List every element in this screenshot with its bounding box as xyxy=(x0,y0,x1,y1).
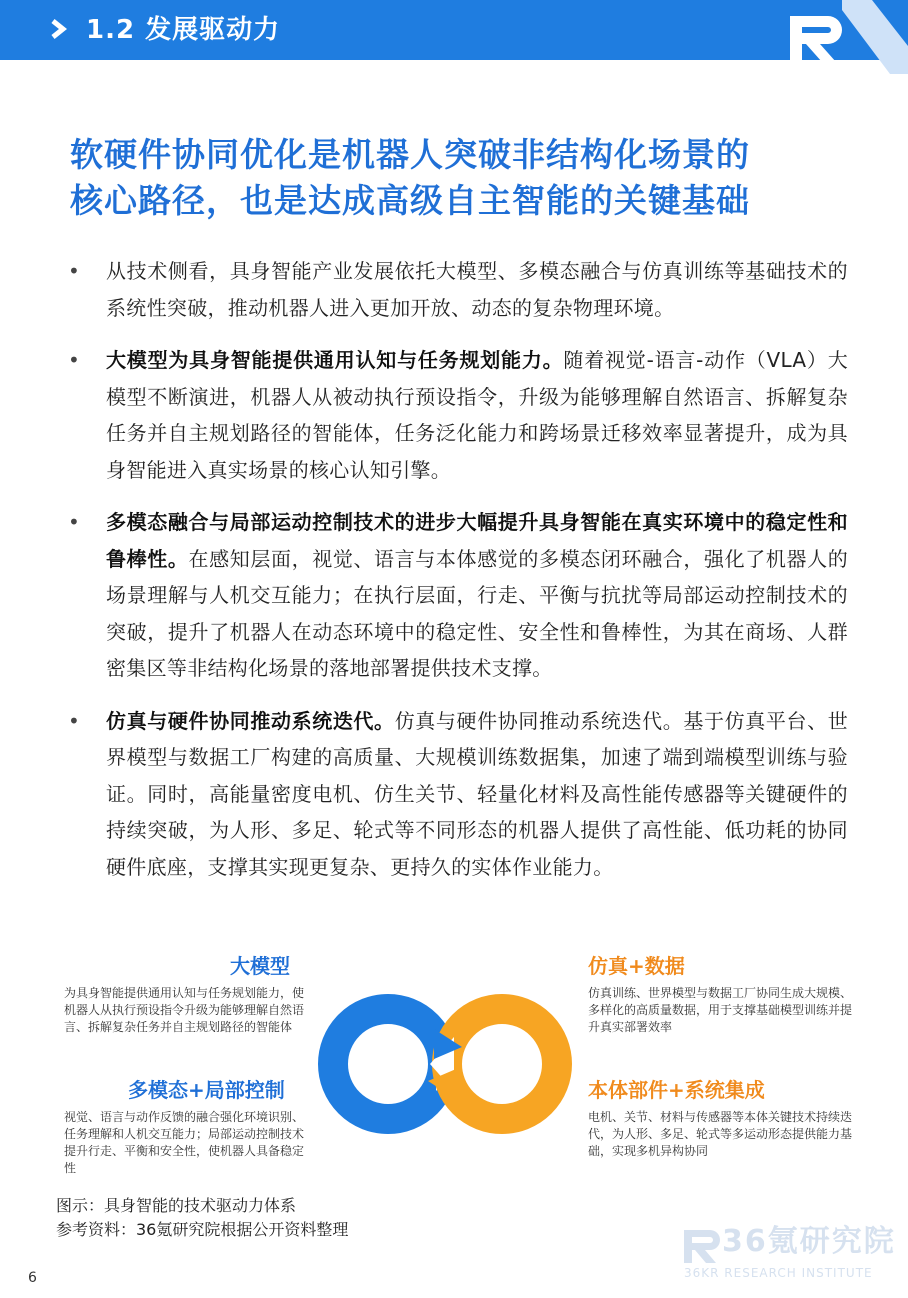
source-label: 参考资料：36氪研究院根据公开资料整理 xyxy=(56,1220,349,1239)
bullet-item xyxy=(68,342,848,488)
feature-title-multimodal: 多模态+局部控制 xyxy=(128,1078,285,1102)
footer-brand: 36氪研究院 xyxy=(722,1224,896,1259)
bullet-text xyxy=(106,703,848,886)
bullet-dot-icon: • xyxy=(68,348,80,372)
feature-title-hardware: 本体部件+系统集成 xyxy=(588,1078,765,1102)
feature-desc-hardware: 电机、关节、材料与传感器等本体关键技术持续迭代，为人形、多足、轮式等多运动形态提供能力基础，实现多机异构协同 xyxy=(588,1110,853,1158)
bullet-text xyxy=(106,504,848,687)
bullet-text xyxy=(106,253,848,326)
section-header-bar xyxy=(0,0,908,60)
page-main-title xyxy=(70,132,870,224)
feature-title-large-model: 大模型 xyxy=(230,954,290,978)
feature-desc-multimodal: 视觉、语言与动作反馈的融合强化环境识别、任务理解和人机交互能力；局部运动控制技术提升行走、平衡和安全性，使机器人具备稳定性 xyxy=(64,1110,305,1175)
figure-label: 图示：具身智能的技术驱动力体系 xyxy=(56,1196,297,1215)
footer-brand-sub: 36KR RESEARCH INSTITUTE xyxy=(684,1266,873,1280)
main-title-line-1: 软硬件协同优化是机器人突破非结构化场景的 xyxy=(70,135,750,174)
bullet-body: 在感知层面，视觉、语言与本体感觉的多模态闭环融合，强化了机器人的场景理解与人机交互能力；在执行层面，行走、平衡与抗扰等局部运动控制技术的突破，提升了机器人在动态环境中的稳定性、安全性和鲁棒性，为其在商场、人群密集区等非结构化场景的落地部署提供技术支撑。 xyxy=(106,546,848,680)
infinity-loop-icon xyxy=(318,989,572,1139)
figure-caption xyxy=(56,1194,348,1242)
bullet-item xyxy=(68,253,848,326)
bullet-lead: 大模型为具身智能提供通用认知与任务规划能力。 xyxy=(106,348,564,372)
bullet-dot-icon: • xyxy=(68,708,80,733)
bullet-body: 随着视觉-语言-动作（VLA）大模型不断演进，机器人从被动执行预设指令，升级为能够理解自然语言、拆解复杂任务并自主规划路径的智能体，任务泛化能力和跨场景迁移效率显著提升，成为具身智能进入真实场景的核心认知引擎。 xyxy=(106,348,848,482)
section-title: 1.2 发展驱动力 xyxy=(86,15,281,45)
36kr-logo-icon xyxy=(780,0,908,74)
blue-ring xyxy=(333,1009,443,1119)
drivers-diagram xyxy=(0,945,908,1195)
bullet-dot-icon: • xyxy=(68,259,80,283)
page-number: 6 xyxy=(28,1270,37,1286)
bullet-lead: 多模态融合与局部运动控制技术的进步大幅提升具身智能在真实环境中的稳定性和鲁棒性。 xyxy=(106,510,848,571)
bullet-body: 仿真与硬件协同推动系统迭代。基于仿真平台、世界模型与数据工厂构建的高质量、大规模训练数据集，加速了端到端模型训练与验证。同时，高能量密度电机、仿生关节、轻量化材料及高性能传感器等关键硬件的持续突破，为人形、多足、轮式等不同形态的机器人提供了高性能、低功耗的协同硬件底座，支撑其实现更复杂、更持久的实体作业能力。 xyxy=(106,708,848,879)
bullet-dot-icon: • xyxy=(68,510,80,534)
bullet-item xyxy=(68,504,848,687)
feature-title-simulation: 仿真+数据 xyxy=(588,954,685,978)
bullet-item xyxy=(68,703,848,886)
bullet-lead: 仿真与硬件协同推动系统迭代。 xyxy=(106,708,395,733)
bullet-list xyxy=(68,253,848,901)
main-title-line-2: 核心路径，也是达成高级自主智能的关键基础 xyxy=(70,181,750,220)
bullet-text xyxy=(106,342,848,488)
feature-desc-large-model: 为具身智能提供通用认知与任务规划能力，使机器人从执行预设指令升级为能够理解自然语言、拆解复杂任务并自主规划路径的智能体 xyxy=(64,986,305,1034)
bullet-body: 从技术侧看，具身智能产业发展依托大模型、多模态融合与仿真训练等基础技术的系统性突破，推动机器人进入更加开放、动态的复杂物理环境。 xyxy=(106,259,848,320)
chevron-right-icon xyxy=(44,14,74,44)
feature-desc-simulation: 仿真训练、世界模型与数据工厂协同生成大规模、多样化的高质量数据，用于支撑基础模型训练并提升真实部署效率 xyxy=(588,986,853,1034)
orange-ring xyxy=(447,1009,557,1119)
